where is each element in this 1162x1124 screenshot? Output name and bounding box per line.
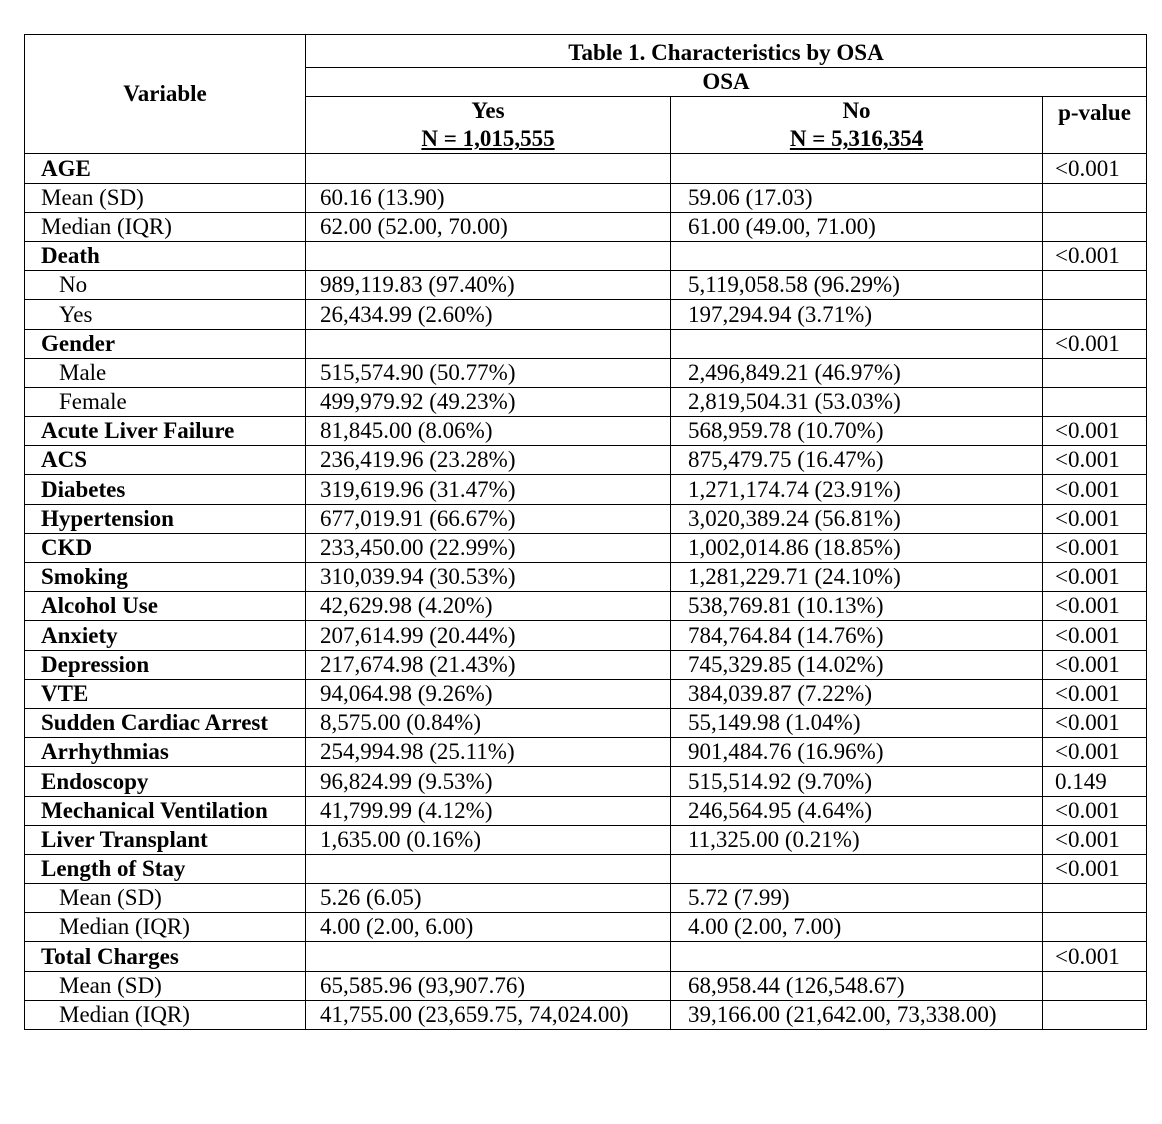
no-value-cell: 246,564.95 (4.64%) — [671, 796, 1043, 825]
pvalue-cell: <0.001 — [1043, 446, 1147, 475]
variable-cell: CKD — [25, 533, 306, 562]
yes-value-cell: 8,575.00 (0.84%) — [306, 708, 671, 737]
table-title: Table 1. Characteristics by OSA — [568, 40, 884, 65]
pvalue-cell: <0.001 — [1043, 825, 1147, 854]
yes-value-cell: 42,629.98 (4.20%) — [306, 592, 671, 621]
pvalue-cell: <0.001 — [1043, 738, 1147, 767]
no-value-cell: 515,514.92 (9.70%) — [671, 767, 1043, 796]
table-row — [25, 241, 1147, 270]
yes-header-cell — [306, 97, 671, 154]
pvalue-cell — [1043, 913, 1147, 942]
pvalue-cell: <0.001 — [1043, 592, 1147, 621]
no-value-cell: 538,769.81 (10.13%) — [671, 592, 1043, 621]
variable-cell: Endoscopy — [25, 767, 306, 796]
no-value-cell: 384,039.87 (7.22%) — [671, 679, 1043, 708]
table-title-row — [25, 35, 1147, 68]
variable-cell: Mean (SD) — [25, 183, 306, 212]
table-row — [25, 738, 1147, 767]
pvalue-cell: 0.149 — [1043, 767, 1147, 796]
no-value-cell: 68,958.44 (126,548.67) — [671, 971, 1043, 1000]
table-row — [25, 271, 1147, 300]
yes-value-cell — [306, 854, 671, 883]
table-row — [25, 446, 1147, 475]
table-row — [25, 475, 1147, 504]
yes-value-cell — [306, 942, 671, 971]
variable-cell: No — [25, 271, 306, 300]
table-row — [25, 417, 1147, 446]
table-row — [25, 825, 1147, 854]
yes-value-cell: 62.00 (52.00, 70.00) — [306, 212, 671, 241]
pvalue-cell: <0.001 — [1043, 942, 1147, 971]
table-row — [25, 358, 1147, 387]
no-value-cell: 1,002,014.86 (18.85%) — [671, 533, 1043, 562]
yes-value-cell: 233,450.00 (22.99%) — [306, 533, 671, 562]
pvalue-cell — [1043, 212, 1147, 241]
pvalue-cell — [1043, 271, 1147, 300]
pvalue-cell: <0.001 — [1043, 708, 1147, 737]
pvalue-cell: <0.001 — [1043, 533, 1147, 562]
pvalue-cell — [1043, 1000, 1147, 1029]
pvalue-cell — [1043, 183, 1147, 212]
pvalue-header: p-value — [1058, 100, 1131, 126]
no-value-cell: 3,020,389.24 (56.81%) — [671, 504, 1043, 533]
yes-value-cell: 515,574.90 (50.77%) — [306, 358, 671, 387]
variable-cell: Hypertension — [25, 504, 306, 533]
yes-n-header: N = 1,015,555 — [421, 126, 555, 152]
yes-value-cell — [306, 241, 671, 270]
variable-cell: Death — [25, 241, 306, 270]
pvalue-cell: <0.001 — [1043, 650, 1147, 679]
table-row — [25, 621, 1147, 650]
pvalue-cell: <0.001 — [1043, 154, 1147, 183]
yes-value-cell: 319,619.96 (31.47%) — [306, 475, 671, 504]
variable-cell: Smoking — [25, 563, 306, 592]
pvalue-cell: <0.001 — [1043, 417, 1147, 446]
no-value-cell: 2,819,504.31 (53.03%) — [671, 387, 1043, 416]
no-value-cell: 197,294.94 (3.71%) — [671, 300, 1043, 329]
no-value-cell: 5.72 (7.99) — [671, 884, 1043, 913]
yes-value-cell — [306, 154, 671, 183]
variable-header-cell — [25, 35, 306, 154]
no-value-cell: 55,149.98 (1.04%) — [671, 708, 1043, 737]
no-value-cell — [671, 154, 1043, 183]
pvalue-cell — [1043, 300, 1147, 329]
table-row — [25, 854, 1147, 883]
pvalue-cell — [1043, 884, 1147, 913]
osa-group-header-cell — [306, 68, 1147, 97]
yes-value-cell: 207,614.99 (20.44%) — [306, 621, 671, 650]
yes-value-cell: 65,585.96 (93,907.76) — [306, 971, 671, 1000]
yes-value-cell: 26,434.99 (2.60%) — [306, 300, 671, 329]
no-value-cell: 11,325.00 (0.21%) — [671, 825, 1043, 854]
variable-cell: Anxiety — [25, 621, 306, 650]
no-value-cell: 745,329.85 (14.02%) — [671, 650, 1043, 679]
yes-value-cell: 217,674.98 (21.43%) — [306, 650, 671, 679]
no-value-cell: 1,271,174.74 (23.91%) — [671, 475, 1043, 504]
yes-value-cell: 41,799.99 (4.12%) — [306, 796, 671, 825]
table-row — [25, 679, 1147, 708]
table-row — [25, 212, 1147, 241]
yes-value-cell: 1,635.00 (0.16%) — [306, 825, 671, 854]
table-row — [25, 504, 1147, 533]
table-row — [25, 913, 1147, 942]
yes-value-cell: 41,755.00 (23,659.75, 74,024.00) — [306, 1000, 671, 1029]
pvalue-cell — [1043, 358, 1147, 387]
yes-value-cell: 5.26 (6.05) — [306, 884, 671, 913]
variable-header: Variable — [123, 81, 207, 107]
no-header: No — [842, 98, 871, 124]
variable-cell: Acute Liver Failure — [25, 417, 306, 446]
pvalue-cell — [1043, 971, 1147, 1000]
variable-cell: AGE — [25, 154, 306, 183]
pvalue-cell: <0.001 — [1043, 621, 1147, 650]
yes-value-cell: 60.16 (13.90) — [306, 183, 671, 212]
osa-group-header: OSA — [702, 69, 750, 95]
no-value-cell: 39,166.00 (21,642.00, 73,338.00) — [671, 1000, 1043, 1029]
yes-value-cell: 677,019.91 (66.67%) — [306, 504, 671, 533]
yes-value-cell: 310,039.94 (30.53%) — [306, 563, 671, 592]
pvalue-cell: <0.001 — [1043, 563, 1147, 592]
characteristics-table — [24, 34, 1147, 1030]
no-value-cell: 4.00 (2.00, 7.00) — [671, 913, 1043, 942]
table-row — [25, 884, 1147, 913]
table-row — [25, 650, 1147, 679]
table-title-cell — [306, 35, 1147, 68]
variable-cell: Diabetes — [25, 475, 306, 504]
no-value-cell — [671, 329, 1043, 358]
variable-cell: Gender — [25, 329, 306, 358]
variable-cell: Median (IQR) — [25, 212, 306, 241]
no-value-cell — [671, 854, 1043, 883]
pvalue-cell — [1043, 387, 1147, 416]
variable-cell: Median (IQR) — [25, 1000, 306, 1029]
variable-cell: Arrhythmias — [25, 738, 306, 767]
pvalue-cell: <0.001 — [1043, 241, 1147, 270]
yes-value-cell: 94,064.98 (9.26%) — [306, 679, 671, 708]
variable-cell: Liver Transplant — [25, 825, 306, 854]
variable-cell: Mechanical Ventilation — [25, 796, 306, 825]
variable-cell: Male — [25, 358, 306, 387]
variable-cell: Median (IQR) — [25, 913, 306, 942]
pvalue-cell: <0.001 — [1043, 854, 1147, 883]
table-row — [25, 563, 1147, 592]
variable-cell: Female — [25, 387, 306, 416]
pvalue-cell: <0.001 — [1043, 329, 1147, 358]
table-row — [25, 971, 1147, 1000]
table-row — [25, 533, 1147, 562]
table-row — [25, 767, 1147, 796]
variable-cell: Alcohol Use — [25, 592, 306, 621]
variable-cell: Depression — [25, 650, 306, 679]
table-row — [25, 708, 1147, 737]
table-row — [25, 183, 1147, 212]
table-row — [25, 796, 1147, 825]
yes-header: Yes — [471, 98, 505, 124]
yes-value-cell — [306, 329, 671, 358]
variable-cell: Mean (SD) — [25, 971, 306, 1000]
variable-cell: Total Charges — [25, 942, 306, 971]
no-value-cell — [671, 942, 1043, 971]
yes-value-cell: 81,845.00 (8.06%) — [306, 417, 671, 446]
variable-cell: Length of Stay — [25, 854, 306, 883]
no-value-cell: 1,281,229.71 (24.10%) — [671, 563, 1043, 592]
variable-cell: Sudden Cardiac Arrest — [25, 708, 306, 737]
variable-cell: VTE — [25, 679, 306, 708]
pvalue-cell: <0.001 — [1043, 679, 1147, 708]
table-row — [25, 387, 1147, 416]
no-header-cell — [671, 97, 1043, 154]
table-row — [25, 300, 1147, 329]
no-n-header: N = 5,316,354 — [789, 126, 924, 152]
table-row — [25, 592, 1147, 621]
no-value-cell: 784,764.84 (14.76%) — [671, 621, 1043, 650]
no-value-cell: 59.06 (17.03) — [671, 183, 1043, 212]
variable-cell: Mean (SD) — [25, 884, 306, 913]
no-value-cell: 5,119,058.58 (96.29%) — [671, 271, 1043, 300]
yes-value-cell: 254,994.98 (25.11%) — [306, 738, 671, 767]
variable-cell: ACS — [25, 446, 306, 475]
table-row — [25, 329, 1147, 358]
pvalue-cell: <0.001 — [1043, 475, 1147, 504]
pvalue-header-cell — [1043, 97, 1147, 154]
variable-cell: Yes — [25, 300, 306, 329]
yes-value-cell: 4.00 (2.00, 6.00) — [306, 913, 671, 942]
pvalue-cell: <0.001 — [1043, 504, 1147, 533]
no-value-cell: 568,959.78 (10.70%) — [671, 417, 1043, 446]
no-value-cell: 875,479.75 (16.47%) — [671, 446, 1043, 475]
yes-value-cell: 989,119.83 (97.40%) — [306, 271, 671, 300]
yes-value-cell: 499,979.92 (49.23%) — [306, 387, 671, 416]
yes-value-cell: 236,419.96 (23.28%) — [306, 446, 671, 475]
pvalue-cell: <0.001 — [1043, 796, 1147, 825]
yes-value-cell: 96,824.99 (9.53%) — [306, 767, 671, 796]
table-row — [25, 942, 1147, 971]
no-value-cell: 61.00 (49.00, 71.00) — [671, 212, 1043, 241]
table-row — [25, 154, 1147, 183]
no-value-cell — [671, 241, 1043, 270]
table-row — [25, 1000, 1147, 1029]
no-value-cell: 2,496,849.21 (46.97%) — [671, 358, 1043, 387]
no-value-cell: 901,484.76 (16.96%) — [671, 738, 1043, 767]
